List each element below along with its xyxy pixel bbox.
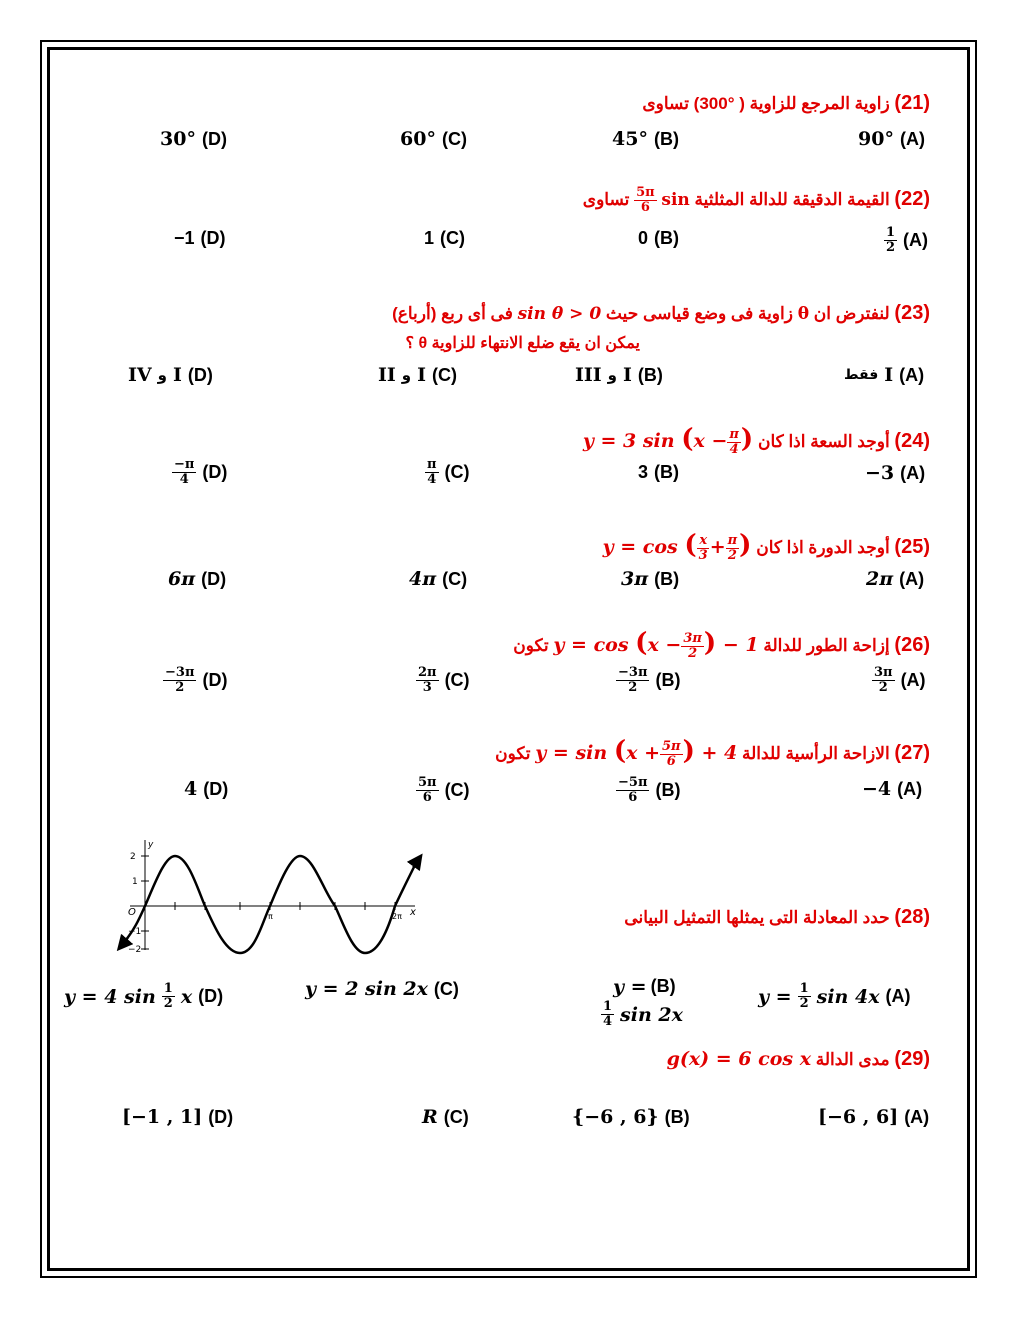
q26-option-a[interactable]: $\frac{3\pi}{2}$ (A) — [874, 665, 926, 695]
q26-option-d[interactable]: $\frac{-3\pi}{2}$ (D) — [165, 665, 228, 695]
q22-option-c[interactable]: 1 (C) — [424, 228, 466, 248]
question-23: (23) لنفترض ان θ زاوية فى وضع قياسى حيث sin θ > 0 فى أى ربع (أرباع) — [392, 302, 930, 324]
q23-option-d[interactable]: IV و I (D) — [128, 364, 213, 386]
question-25: (25) أوجد الدورة اذا كان y = cos ( $\frac{x}{3}$ + $\frac{\pi}{2}$ ) — [602, 530, 930, 563]
q27-option-d[interactable]: 4 (D) — [184, 778, 229, 800]
q27-option-a[interactable]: −4 (A) — [862, 778, 923, 800]
q25-option-a[interactable]: 2π (A) — [866, 568, 925, 590]
sine-graph — [110, 835, 430, 960]
q29-option-d[interactable]: [−1 , 1] (D) — [122, 1106, 234, 1128]
q24-option-a[interactable]: −3 (A) — [865, 462, 926, 484]
y-tick-neg1: −1 — [128, 927, 142, 937]
graph-origin: O — [128, 907, 136, 918]
q21-option-d[interactable]: 30° (D) — [160, 128, 227, 150]
q27-option-b[interactable]: $\frac{-5\pi}{6}$ (B) — [618, 775, 681, 805]
q24-option-c[interactable]: $\frac{\pi}{4}$ (C) — [427, 457, 470, 487]
graph-x-label: x — [410, 907, 416, 918]
q25-option-c[interactable]: 4π (C) — [409, 568, 468, 590]
question-26: (26) إزاحة الطور للدالة y = cos (x − $\frac{3\pi}{2}$ ) − 1 تكون — [513, 628, 930, 661]
q29-option-a[interactable]: [−6 , 6] (A) — [818, 1106, 930, 1128]
question-28: (28) حدد المعادلة التى يمثلها التمثيل البيانى — [624, 906, 930, 928]
question-23-line2: يمكن ان يقع ضلع الانتهاء للزاوية θ ؟ — [405, 335, 640, 352]
q22-option-a[interactable]: $\frac{1}{2}$ (A) — [886, 225, 929, 255]
q29-option-c[interactable]: R (C) — [422, 1106, 469, 1128]
question-27: (27) الازاحة الرأسية للدالة y = sin (x + $\frac{5\pi}{6}$ ) + 4 تكون — [495, 736, 930, 769]
y-tick-1: 1 — [132, 877, 138, 887]
q23-option-a[interactable]: فقط I (A) — [844, 364, 925, 386]
q21-option-a[interactable]: 90° (A) — [858, 128, 925, 150]
q25-option-d[interactable]: 6π (D) — [168, 568, 227, 590]
q26-option-c[interactable]: $\frac{2\pi}{3}$ (C) — [418, 665, 470, 695]
q24-option-d[interactable]: $\frac{-\pi}{4}$ (D) — [174, 457, 228, 487]
q29-option-b[interactable]: {−6 , 6} (B) — [572, 1106, 690, 1128]
q28-option-d[interactable]: y = 4 sin $\frac{1}{2}$ x (D) — [64, 981, 224, 1011]
x-tick-pi: π — [268, 912, 273, 921]
question-24: (24) أوجد السعة اذا كان y = 3 sin (x − $\frac{\pi}{4}$ ) — [582, 424, 930, 457]
y-tick-2: 2 — [130, 852, 136, 862]
q22-fraction: $\frac{5\pi}{6}$ — [636, 185, 655, 215]
q23-option-c[interactable]: II و I (C) — [378, 364, 457, 386]
q27-option-c[interactable]: $\frac{5\pi}{6}$ (C) — [418, 775, 470, 805]
x-tick-2pi: 2π — [392, 912, 402, 921]
q21-option-c[interactable]: 60° (C) — [400, 128, 467, 150]
q22-option-d[interactable]: −1 (D) — [174, 228, 226, 248]
q21-option-b[interactable]: 45° (B) — [612, 128, 679, 150]
question-22: (22) القيمة الدقيقة للدالة المثلثية sin $\frac{5\pi}{6}$ تساوى — [582, 185, 930, 215]
q28-option-c[interactable]: y = 2 sin 2x (C) — [305, 978, 459, 1000]
question-29: (29) مدى الدالة g(x) = 6 cos x — [666, 1048, 930, 1070]
q28-option-b[interactable]: y = (B) $\frac{1}{4}$ sin 2x — [603, 976, 683, 1029]
q26-option-b[interactable]: $\frac{-3\pi}{2}$ (B) — [618, 665, 681, 695]
q22-option-b[interactable]: 0 (B) — [638, 228, 680, 248]
q23-option-b[interactable]: III و I (B) — [575, 364, 663, 386]
q25-option-b[interactable]: 3π (B) — [621, 568, 680, 590]
graph-y-label: y — [148, 840, 154, 850]
sine-curve — [125, 856, 416, 953]
y-tick-neg2: −2 — [128, 945, 142, 955]
question-21: (21) زاوية المرجع للزاوية ( °300) تساوى — [642, 92, 930, 114]
q24-option-b[interactable]: 3 (B) — [638, 462, 680, 482]
q28-option-a[interactable]: y = $\frac{1}{2}$ sin 4x (A) — [758, 981, 911, 1011]
